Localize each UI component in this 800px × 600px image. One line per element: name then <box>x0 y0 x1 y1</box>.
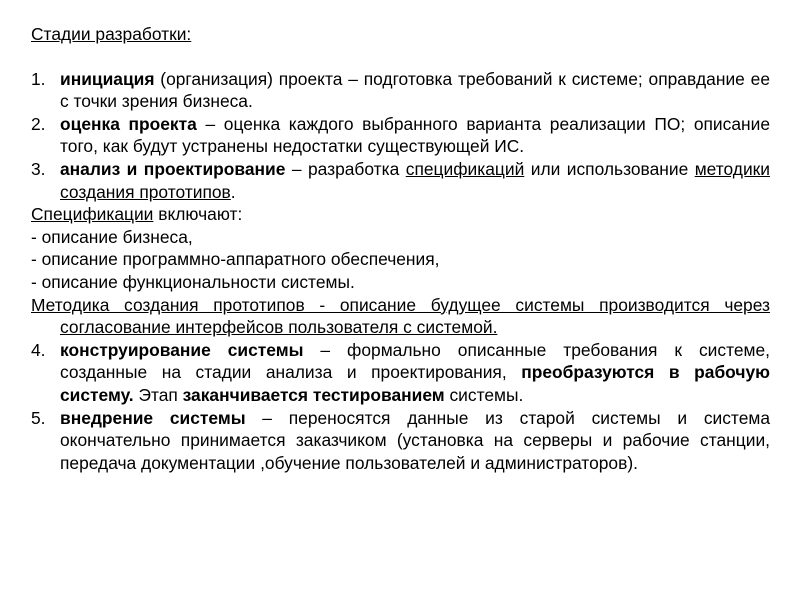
item-number: 2. <box>31 113 46 134</box>
specs-term: Спецификации <box>31 204 154 225</box>
item-text: системы. <box>444 384 524 405</box>
specs-line: - описание функциональности системы. <box>31 271 355 292</box>
slide-content <box>31 23 770 474</box>
item-number: 3. <box>31 158 46 179</box>
list-item-2 <box>31 113 770 158</box>
item-term: конструирование системы <box>60 339 304 360</box>
item-text: – оценка каждого выбранного варианта реализации ПО; описание того, как будут устранены недостатки существующей ИС. <box>60 113 770 157</box>
item-text: – формально описанные требования к системе, созданные на стадии анализа и проектирования, <box>60 339 770 383</box>
item-emphasis: заканчивается тестированием <box>182 384 445 405</box>
item-text: . <box>230 181 236 202</box>
item-number: 1. <box>31 68 46 89</box>
prototype-note <box>31 294 770 339</box>
item-number: 5. <box>31 407 46 428</box>
item-number: 4. <box>31 339 46 360</box>
list-item-3 <box>31 158 770 203</box>
item-text: (организация) проекта – подготовка требований к системе; оправдание ее с точки зрения бизнеса. <box>60 68 770 112</box>
item-term: инициация <box>60 68 155 89</box>
specifications-link: спецификаций <box>405 158 525 179</box>
item-text: – разработка <box>285 158 406 179</box>
item-term: внедрение системы <box>60 407 246 428</box>
specs-text: включают: <box>153 204 243 225</box>
item-emphasis: преобразуются в рабочую систему. <box>60 362 770 405</box>
list-item-1 <box>31 68 770 113</box>
list-item-5 <box>31 407 770 475</box>
item-term: анализ и проектирование <box>60 158 286 179</box>
specs-line: - описание бизнеса, <box>31 226 193 247</box>
specs-line: - описание программно-аппаратного обеспечения, <box>31 249 440 270</box>
specs-heading <box>31 203 770 226</box>
page-title: Стадии разработки: <box>31 24 192 44</box>
item-text: Этап <box>133 384 183 405</box>
prototyping-method-link: методики создания прототипов <box>60 158 770 202</box>
item-term: оценка проекта <box>60 113 197 134</box>
prototype-note-text: Методика создания прототипов - описание будущее системы производится через согласование интерфейсов пользователя с системой. <box>31 294 770 338</box>
list-item-4 <box>31 339 770 407</box>
item-text: или использование <box>524 158 695 179</box>
item-text: – переносятся данные из старой системы и система окончательно принимается заказчиком (установка на серверы и рабочие станции, передача документации ,обучение пользователей и администраторов). <box>60 407 771 473</box>
